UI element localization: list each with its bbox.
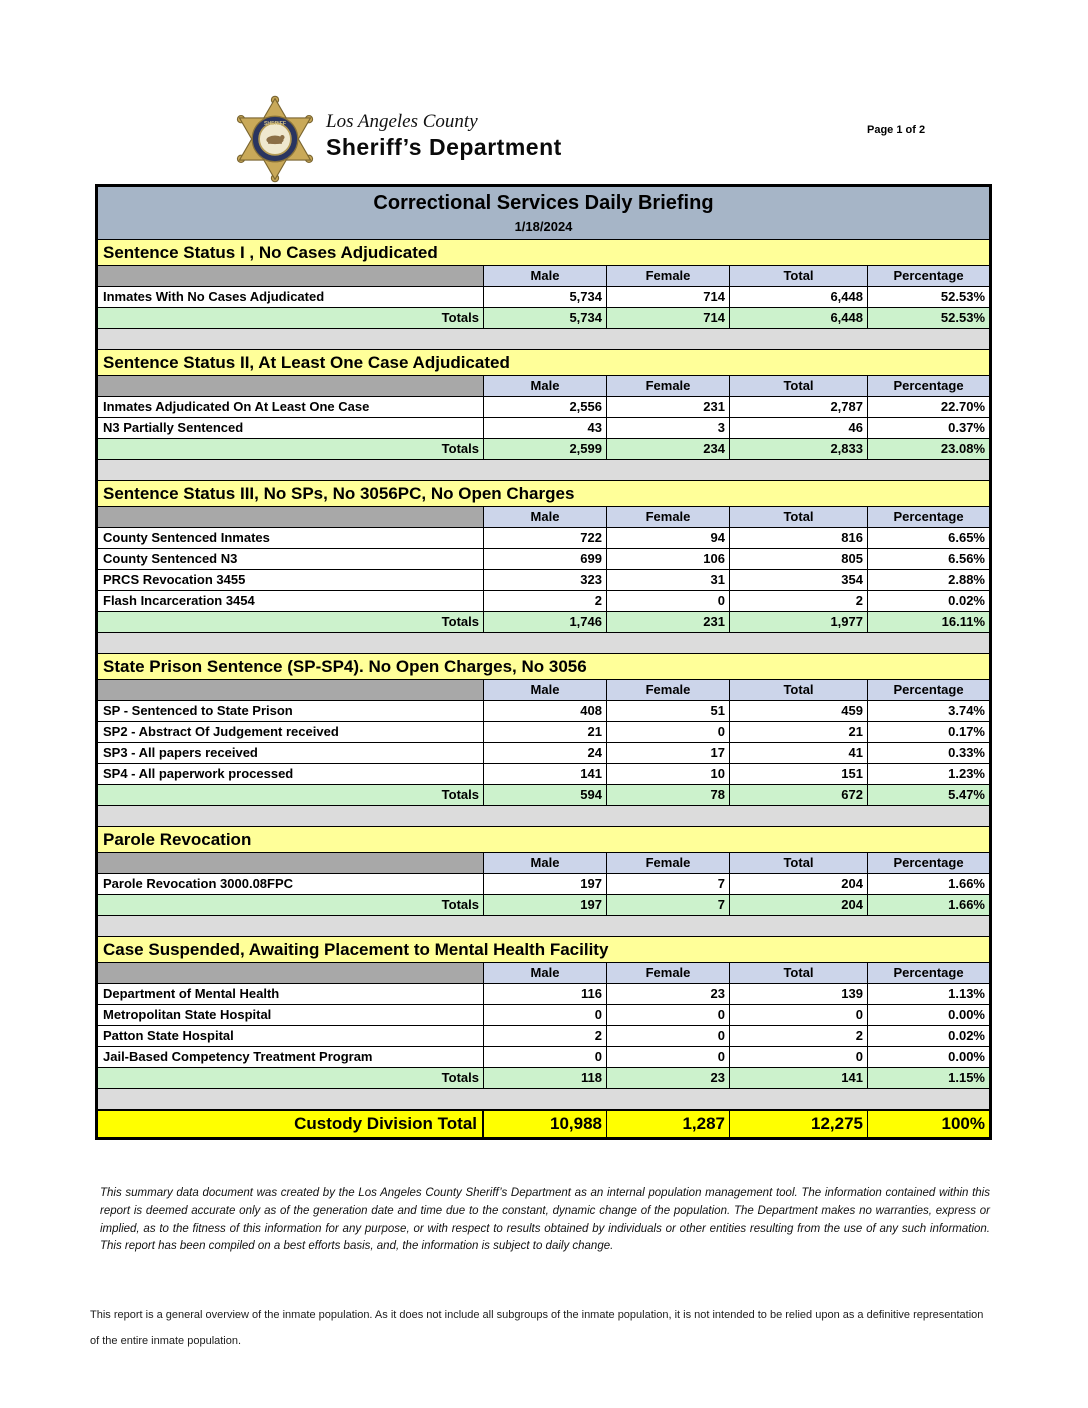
cell-total: 805: [730, 549, 868, 570]
cell-percentage: 1.23%: [868, 764, 989, 785]
totals-female: 23: [607, 1068, 730, 1089]
column-header-total: Total: [730, 963, 868, 984]
cell-female: 7: [607, 874, 730, 895]
row-label: Inmates Adjudicated On At Least One Case: [98, 397, 484, 418]
totals-male: 5,734: [484, 308, 607, 329]
cell-total: 46: [730, 418, 868, 439]
totals-percentage: 16.11%: [868, 612, 989, 633]
column-header-female: Female: [607, 376, 730, 397]
totals-label: Totals: [98, 308, 484, 329]
cell-female: 51: [607, 701, 730, 722]
totals-male: 1,746: [484, 612, 607, 633]
cell-total: 2: [730, 1026, 868, 1047]
table-row: [98, 874, 989, 895]
cell-male: 699: [484, 549, 607, 570]
section-title: Parole Revocation: [98, 827, 989, 853]
cell-male: 21: [484, 722, 607, 743]
totals-total: 6,448: [730, 308, 868, 329]
cell-percentage: 1.66%: [868, 874, 989, 895]
cell-total: 2,787: [730, 397, 868, 418]
section-gap-row: [98, 460, 989, 481]
cell-male: 116: [484, 984, 607, 1005]
table-row: [98, 397, 989, 418]
section-title: Case Suspended, Awaiting Placement to Mental Health Facility: [98, 937, 989, 963]
totals-row: [98, 895, 989, 916]
totals-row: [98, 1068, 989, 1089]
totals-male: 594: [484, 785, 607, 806]
cell-total: 459: [730, 701, 868, 722]
column-header-male: Male: [484, 963, 607, 984]
cell-female: 0: [607, 722, 730, 743]
column-header-total: Total: [730, 507, 868, 528]
corner-cell: [98, 266, 484, 287]
agency-wordmark: [326, 111, 562, 161]
column-header-percentage: Percentage: [868, 963, 989, 984]
table-row: [98, 418, 989, 439]
corner-cell: [98, 376, 484, 397]
cell-male: 2: [484, 591, 607, 612]
column-header-total: Total: [730, 853, 868, 874]
totals-label: Totals: [98, 612, 484, 633]
section-title: Sentence Status I , No Cases Adjudicated: [98, 240, 989, 266]
table-row: [98, 722, 989, 743]
table-row: [98, 1026, 989, 1047]
report-sections: [98, 240, 989, 1110]
cell-male: 197: [484, 874, 607, 895]
column-header-total: Total: [730, 376, 868, 397]
table-row: [98, 287, 989, 308]
cell-male: 2,556: [484, 397, 607, 418]
cell-female: 714: [607, 287, 730, 308]
agency-county-name: Los Angeles County: [326, 111, 478, 132]
section-gap-row: [98, 806, 989, 827]
table-row: [98, 1005, 989, 1026]
cell-male: 408: [484, 701, 607, 722]
column-header-row: [98, 963, 989, 984]
totals-percentage: 1.15%: [868, 1068, 989, 1089]
column-header-female: Female: [607, 853, 730, 874]
corner-cell: [98, 853, 484, 874]
column-header-male: Male: [484, 266, 607, 287]
cell-female: 0: [607, 1047, 730, 1068]
cell-percentage: 22.70%: [868, 397, 989, 418]
totals-label: Totals: [98, 1068, 484, 1089]
disclaimer-text: This summary data document was created by the Los Angeles County Sheriff’s Department as an internal population management tool. The information contained within this report is deemed accurate only as of the generation date and time due to the constant, dynamic change of the population. The Department makes no warranties, express or implied, as to the fitness of this information for any purpose, or with respect to results obtained by individuals or other entities resulting from the use of any such information. This report has been compiled on a best efforts basis, and, the information is subject to daily change.: [100, 1187, 990, 1253]
grand-total-male: 10,988: [484, 1110, 607, 1137]
totals-percentage: 5.47%: [868, 785, 989, 806]
totals-male: 118: [484, 1068, 607, 1089]
grand-total-label: Custody Division Total: [98, 1110, 484, 1137]
column-header-female: Female: [607, 680, 730, 701]
column-header-male: Male: [484, 680, 607, 701]
section-gap-row: [98, 916, 989, 937]
column-header-male: Male: [484, 507, 607, 528]
cell-female: 31: [607, 570, 730, 591]
cell-male: 0: [484, 1005, 607, 1026]
column-header-female: Female: [607, 963, 730, 984]
cell-percentage: 3.74%: [868, 701, 989, 722]
row-label: Metropolitan State Hospital: [98, 1005, 484, 1026]
cell-female: 3: [607, 418, 730, 439]
column-header-male: Male: [484, 376, 607, 397]
row-label: Jail-Based Competency Treatment Program: [98, 1047, 484, 1068]
table-row: [98, 570, 989, 591]
grand-total-female: 1,287: [607, 1110, 730, 1137]
cell-female: 94: [607, 528, 730, 549]
table-row: [98, 743, 989, 764]
row-label: SP3 - All papers received: [98, 743, 484, 764]
cell-percentage: 6.56%: [868, 549, 989, 570]
table-row: [98, 528, 989, 549]
column-header-total: Total: [730, 680, 868, 701]
totals-row: [98, 308, 989, 329]
grand-total-row: [98, 1110, 989, 1137]
cell-male: 2: [484, 1026, 607, 1047]
section-title: Sentence Status II, At Least One Case Adjudicated: [98, 350, 989, 376]
corner-cell: [98, 507, 484, 528]
cell-total: 21: [730, 722, 868, 743]
row-label: PRCS Revocation 3455: [98, 570, 484, 591]
totals-female: 7: [607, 895, 730, 916]
row-label: SP - Sentenced to State Prison: [98, 701, 484, 722]
totals-male: 2,599: [484, 439, 607, 460]
cell-male: 24: [484, 743, 607, 764]
column-header-percentage: Percentage: [868, 680, 989, 701]
row-label: Department of Mental Health: [98, 984, 484, 1005]
report-title: Correctional Services Daily Briefing: [373, 192, 714, 214]
cell-female: 0: [607, 1026, 730, 1047]
table-row: [98, 549, 989, 570]
grand-total-percentage: 100%: [868, 1110, 989, 1137]
cell-female: 0: [607, 1005, 730, 1026]
table-row: [98, 984, 989, 1005]
totals-row: [98, 439, 989, 460]
report-title-bar: [98, 187, 989, 240]
cell-total: 139: [730, 984, 868, 1005]
cell-total: 41: [730, 743, 868, 764]
cell-percentage: 0.00%: [868, 1005, 989, 1026]
cell-female: 17: [607, 743, 730, 764]
section-title: Sentence Status III, No SPs, No 3056PC, No Open Charges: [98, 481, 989, 507]
cell-female: 0: [607, 591, 730, 612]
row-label: Inmates With No Cases Adjudicated: [98, 287, 484, 308]
totals-row: [98, 785, 989, 806]
column-header-row: [98, 680, 989, 701]
cell-total: 354: [730, 570, 868, 591]
report-date: 1/18/2024: [514, 219, 573, 234]
cell-total: 0: [730, 1005, 868, 1026]
cell-male: 0: [484, 1047, 607, 1068]
table-row: [98, 764, 989, 785]
column-header-percentage: Percentage: [868, 853, 989, 874]
grand-total-total: 12,275: [730, 1110, 868, 1137]
column-header-female: Female: [607, 507, 730, 528]
totals-female: 234: [607, 439, 730, 460]
corner-cell: [98, 680, 484, 701]
cell-total: 6,448: [730, 287, 868, 308]
totals-percentage: 23.08%: [868, 439, 989, 460]
cell-male: 722: [484, 528, 607, 549]
agency-department-name: Sheriff’s Department: [326, 134, 562, 160]
cell-total: 151: [730, 764, 868, 785]
totals-male: 197: [484, 895, 607, 916]
totals-female: 78: [607, 785, 730, 806]
corner-cell: [98, 963, 484, 984]
cell-male: 323: [484, 570, 607, 591]
cell-percentage: 6.65%: [868, 528, 989, 549]
column-header-percentage: Percentage: [868, 266, 989, 287]
column-header-row: [98, 507, 989, 528]
cell-total: 816: [730, 528, 868, 549]
row-label: County Sentenced Inmates: [98, 528, 484, 549]
row-label: SP4 - All paperwork processed: [98, 764, 484, 785]
cell-percentage: 0.37%: [868, 418, 989, 439]
column-header-row: [98, 853, 989, 874]
cell-male: 5,734: [484, 287, 607, 308]
section-gap-row: [98, 329, 989, 350]
row-label: County Sentenced N3: [98, 549, 484, 570]
cell-percentage: 0.17%: [868, 722, 989, 743]
totals-label: Totals: [98, 785, 484, 806]
totals-percentage: 1.66%: [868, 895, 989, 916]
daily-briefing-table: [95, 184, 992, 1140]
totals-total: 672: [730, 785, 868, 806]
column-header-percentage: Percentage: [868, 507, 989, 528]
totals-percentage: 52.53%: [868, 308, 989, 329]
cell-male: 141: [484, 764, 607, 785]
cell-percentage: 0.33%: [868, 743, 989, 764]
report-header: [232, 95, 562, 183]
section-title: State Prison Sentence (SP-SP4). No Open Charges, No 3056: [98, 654, 989, 680]
cell-percentage: 1.13%: [868, 984, 989, 1005]
section-gap-row: [98, 1089, 989, 1110]
svg-text:SHERIFF: SHERIFF: [263, 120, 287, 127]
cell-percentage: 0.00%: [868, 1047, 989, 1068]
column-header-total: Total: [730, 266, 868, 287]
section-gap-row: [98, 633, 989, 654]
cell-female: 10: [607, 764, 730, 785]
row-label: SP2 - Abstract Of Judgement received: [98, 722, 484, 743]
column-header-row: [98, 376, 989, 397]
column-header-row: [98, 266, 989, 287]
cell-percentage: 52.53%: [868, 287, 989, 308]
totals-female: 714: [607, 308, 730, 329]
cell-total: 204: [730, 874, 868, 895]
totals-total: 1,977: [730, 612, 868, 633]
cell-percentage: 2.88%: [868, 570, 989, 591]
page-number-label: Page 1 of 2: [867, 124, 926, 136]
overview-note-text: This report is a general overview of the inmate population. As it does not include all subgroups of the inmate population, it is not intended to be relied upon as a definitive representation of the entire inmate population.: [90, 1309, 984, 1347]
column-header-percentage: Percentage: [868, 376, 989, 397]
totals-total: 2,833: [730, 439, 868, 460]
cell-female: 23: [607, 984, 730, 1005]
cell-total: 2: [730, 591, 868, 612]
row-label: Patton State Hospital: [98, 1026, 484, 1047]
column-header-female: Female: [607, 266, 730, 287]
cell-total: 0: [730, 1047, 868, 1068]
row-label: Parole Revocation 3000.08FPC: [98, 874, 484, 895]
totals-row: [98, 612, 989, 633]
sheriff-star-badge-icon: [232, 95, 318, 183]
totals-label: Totals: [98, 895, 484, 916]
totals-total: 141: [730, 1068, 868, 1089]
cell-male: 43: [484, 418, 607, 439]
cell-percentage: 0.02%: [868, 591, 989, 612]
row-label: N3 Partially Sentenced: [98, 418, 484, 439]
totals-total: 204: [730, 895, 868, 916]
table-row: [98, 701, 989, 722]
table-row: [98, 591, 989, 612]
table-row: [98, 1047, 989, 1068]
column-header-male: Male: [484, 853, 607, 874]
cell-female: 106: [607, 549, 730, 570]
totals-label: Totals: [98, 439, 484, 460]
row-label: Flash Incarceration 3454: [98, 591, 484, 612]
cell-percentage: 0.02%: [868, 1026, 989, 1047]
totals-female: 231: [607, 612, 730, 633]
cell-female: 231: [607, 397, 730, 418]
